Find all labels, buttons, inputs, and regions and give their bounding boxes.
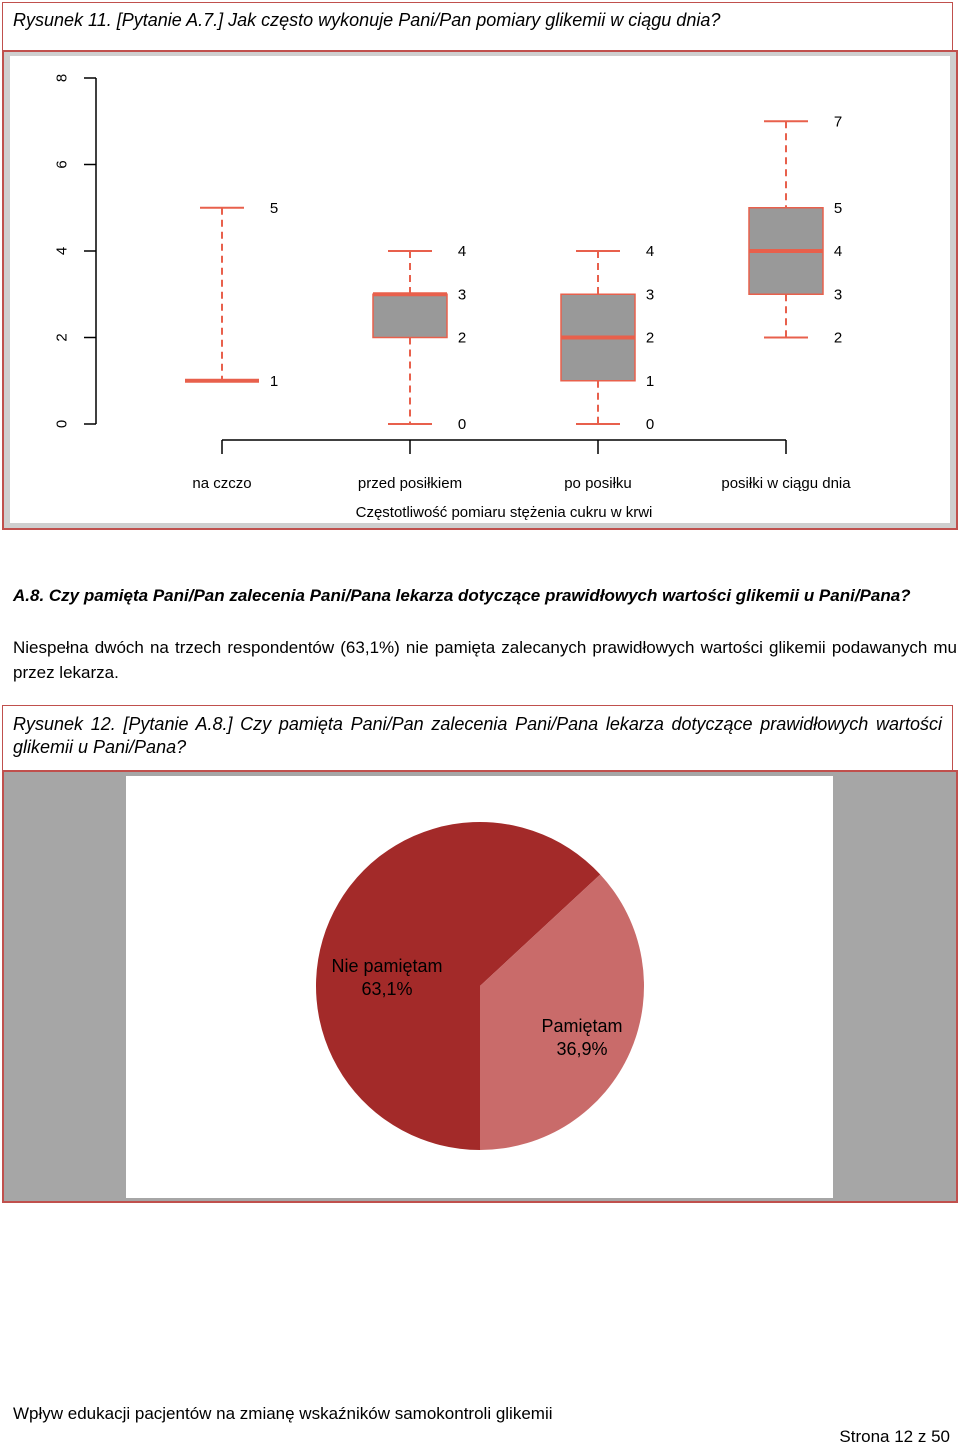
box xyxy=(373,294,447,337)
data-label: 1 xyxy=(269,372,279,390)
figure-11-caption-box xyxy=(2,2,953,52)
figure-11-frame xyxy=(2,50,958,530)
boxplot-chart xyxy=(10,56,950,523)
pie-slice-name: Pamiętam xyxy=(541,1016,623,1036)
pie-slice-name: Nie pamiętam xyxy=(331,956,443,976)
footer-title: Wpływ edukacji pacjentów na zmianę wskaźników samokontroli glikemii xyxy=(13,1404,553,1423)
x-tick-label: przed posiłkiem xyxy=(357,475,463,492)
y-tick-label: 0 xyxy=(53,419,71,429)
data-label: 5 xyxy=(269,199,279,217)
data-label: 3 xyxy=(833,286,843,304)
data-label: 0 xyxy=(457,416,467,433)
section-a8-body: Niespełna dwóch na trzech respondentów (63,1%) nie pamięta zalecanych prawidłowych wartości glikemii podawanych mu przez lekarza. xyxy=(13,638,957,682)
data-label: 5 xyxy=(833,199,843,217)
data-label: 3 xyxy=(457,286,467,304)
x-tick-label: posiłki w ciągu dnia xyxy=(721,475,851,492)
data-label: 7 xyxy=(833,113,843,131)
page-number: Strona 12 z 50 xyxy=(839,1427,950,1446)
pie-slice-value: 63,1% xyxy=(361,979,413,999)
data-label: 2 xyxy=(457,329,467,347)
figure-12-plot-area xyxy=(126,776,833,1198)
pie-chart xyxy=(126,776,833,1198)
x-tick-label: na czczo xyxy=(192,475,252,492)
pie-slice-value: 36,9% xyxy=(556,1039,608,1059)
data-label: 1 xyxy=(645,372,655,390)
y-tick-label: 6 xyxy=(53,160,71,169)
y-tick-label: 2 xyxy=(53,333,71,342)
data-label: 4 xyxy=(457,243,467,260)
data-label: 2 xyxy=(645,329,655,347)
figure-11-caption: Rysunek 11. [Pytanie A.7.] Jak często wykonuje Pani/Pan pomiary glikemii w ciągu dnia? xyxy=(13,10,721,30)
x-tick-label: po posiłku xyxy=(564,475,632,492)
y-tick-label: 4 xyxy=(53,246,71,256)
data-label: 4 xyxy=(645,243,655,260)
data-label: 2 xyxy=(833,329,843,347)
figure-12-caption-box xyxy=(2,705,953,772)
x-axis-title: Częstotliwość pomiaru stężenia cukru w krwi xyxy=(355,504,653,521)
data-label: 3 xyxy=(645,286,655,304)
data-label: 4 xyxy=(833,243,843,260)
section-a8-heading: A.8. Czy pamięta Pani/Pan zalecenia Pani/Pana lekarza dotyczące prawidłowych wartości glikemii u Pani/Pana? xyxy=(13,586,911,605)
figure-12-caption: Rysunek 12. [Pytanie A.8.] Czy pamięta Pani/Pan zalecenia Pani/Pana lekarza dotyczące prawidłowych wartości glikemii u Pani/Pana? xyxy=(13,714,942,757)
figure-11-plot-area xyxy=(10,56,950,523)
y-tick-label: 8 xyxy=(53,73,71,83)
data-label: 0 xyxy=(645,416,655,433)
figure-12-frame xyxy=(2,770,958,1203)
